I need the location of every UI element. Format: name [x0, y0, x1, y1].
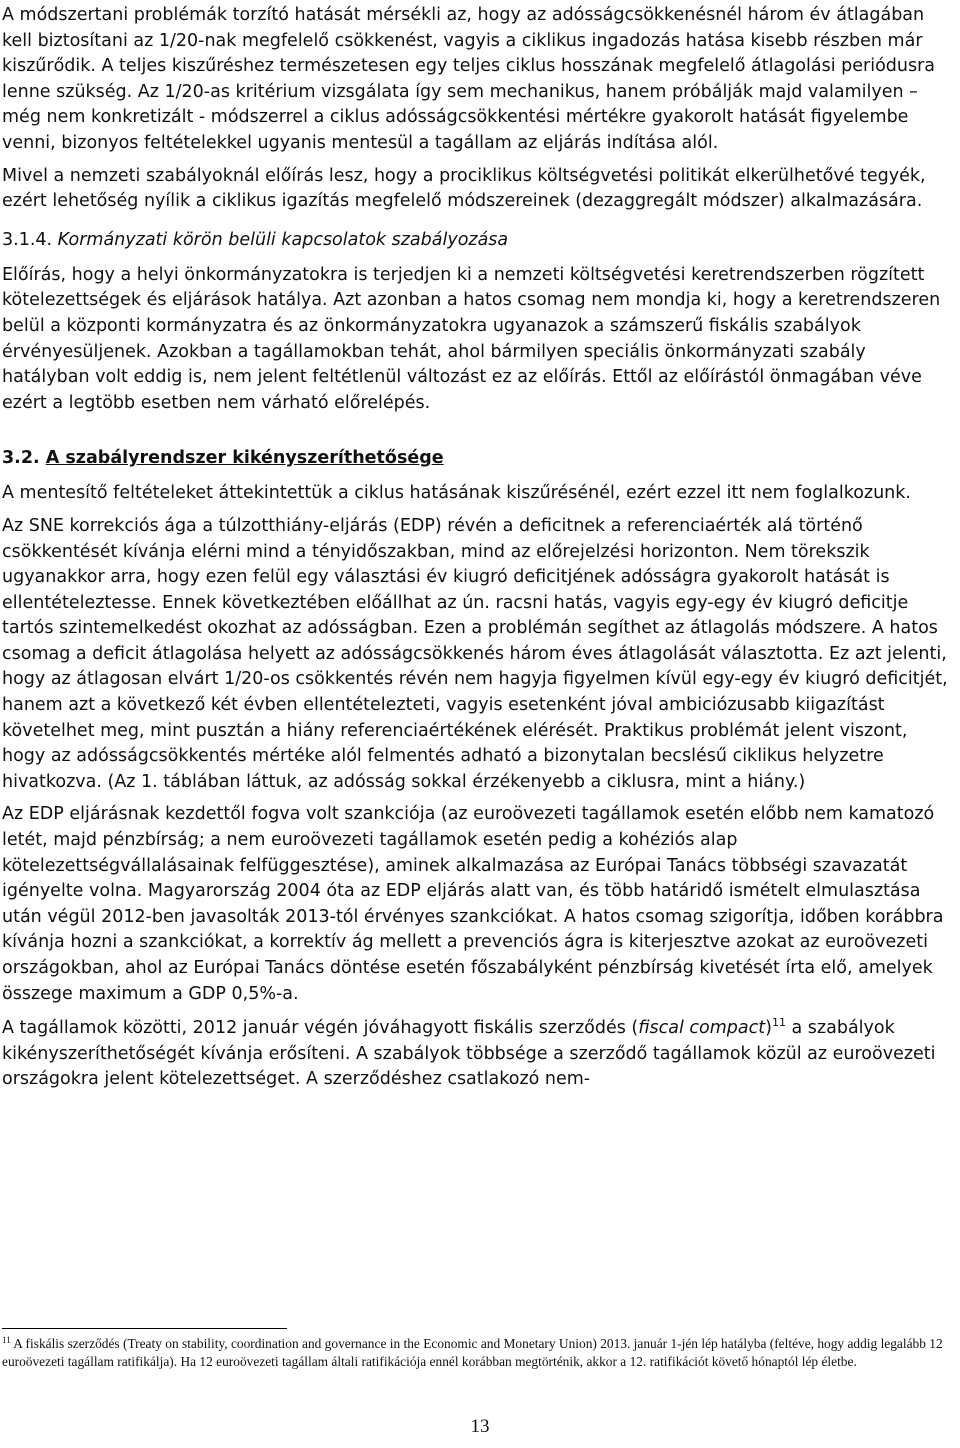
section-title: A szabályrendszer kikényszeríthetősége — [45, 448, 444, 469]
section-heading — [2, 446, 954, 471]
subsection-number: 3.1.4. — [2, 229, 53, 250]
footnote-text: A fiskális szerződés (Treaty on stability, coordination and governance in the Economic and Monetary Union) 2013. január 1-jén lép hatályba (feltéve, hogy addig legalább 12 euroövezeti tagállam ratifikálja). Ha 12 euroövezeti tagállam általi ratifikációja ennél korábban megtörténik, akkor a 12. ratifikációt követő hónaptól lép életbe. — [2, 1336, 943, 1369]
subsection-heading — [2, 228, 954, 253]
body-paragraph: A mentesítő feltételeket áttekintettük a ciklus hatásának kiszűrésénél, ezért ezzel itt nem foglalkozunk. — [2, 483, 911, 504]
document-page — [2, 3, 954, 1093]
footnote — [2, 1335, 954, 1371]
body-paragraph: A tagállamok közötti, 2012 január végén jóváhagyott fiskális szerződés (fiscal compact)$^{11}$ a szabályok kikényszeríthetőségét kívánja erősíteni. A szabályok többsége a szerződő tagállamok közül az euroövezeti országokra jelent kötelezettséget. A szerződéshez csatlakozó nem- — [2, 1016, 936, 1090]
body-paragraph: Mivel a nemzeti szabályoknál előírás lesz, hogy a prociklikus költségvetési politikát elkerülhetővé tegyék, ezért lehetőség nyílik a ciklikus igazítás megfelelő módszereinek (dezaggregált módszer) alkalmazására. — [2, 165, 926, 212]
page-number: 13 — [470, 1416, 490, 1437]
fiscal-compact-term: fiscal compact — [638, 1018, 766, 1039]
footnote-separator — [2, 1328, 287, 1329]
body-paragraph: Az SNE korrekciós ága a túlzotthiány-eljárás (EDP) révén a deficitnek a referenciaérték alá történő csökkentését kívánja elérni mind a tényidőszakban, mind az előrejelzési horizonton. Nem törekszik ugyanakkor arra, hogy ezen felül egy választási év kiugró deficitjének adósságra gyakorolt hatását is ellentételeztesse. Ennek következtében előállhat az ún. racsni hatás, vagyis egy-egy év kiugró deficitje tartós szintemelkedést okozhat az adósságban. Ezen a problémán segíthet az átlagolás módszere. A hatos csomag a deficit átlagolása helyett az adósságcsökkenés három éves átlagolását választotta. Ez azt jelenti, hogy az átlagosan elvárt 1/20-os csökkentés révén nem hagyja figyelmen kívül egy-egy év kiugró deficitjét, hanem azt a következő két évben ellentételezteti, vagyis esetenként jóval ambiciózusabb kiigazítást követelhet meg, mint pusztán a hiány referenciaértékének elérését. Praktikus problémát jelent viszont, hogy az adósságcsökkentés mértéke alól felmentés adható a bizonytalan becslésű ciklikus helyzetre hivatkozva. (Az 1. táblában láttuk, az adósság sokkal érzékenyebb a ciklusra, mint a hiány.) — [2, 515, 948, 792]
footnote-reference[interactable]: 11 — [771, 1016, 786, 1030]
body-paragraph: Az EDP eljárásnak kezdettől fogva volt szankciója (az euroövezeti tagállamok esetén előbb nem kamatozó letét, majd pénzbírság; a nem euroövezeti tagállamok esetén pedig a kohéziós alap kötelezettségvállalásainak felfüggesztése), aminek alkalmazása az Európai Tanács többségi szavazatát igényelte volna. Magyarország 2004 óta az EDP eljárás alatt van, és több határidő ismételt elmulasztása után végül 2012-ben javasolták 2013-tól érvényes szankciókat. A hatos csomag szigorítja, időben korábbra kívánja hozni a szankciókat, a korrektív ág mellett a prevenciós ágra is kiterjesztve azokat az euroövezeti országokban, ahol az Európai Tanács döntése esetén főszabályként pénzbírság kivetését írta elő, amelyek összege maximum a GDP 0,5%-a. — [2, 804, 944, 1004]
body-paragraph: Előírás, hogy a helyi önkormányzatokra is terjedjen ki a nemzeti költségvetési keretrendszerben rögzített kötelezettségek és eljárások hatálya. Azt azonban a hatos csomag nem mondja ki, hogy a keretrendszeren belül a központi kormányzatra és az önkormányzatokra ugyanazok a számszerű fiskális szabályok érvényesüljenek. Azokban a tagállamokban tehát, ahol bármilyen speciális önkormányzati szabály hatályban volt eddig is, nem jelent feltétlenül változást ez az előírás. Ettől az előírástól önmagában véve ezért a legtöbb esetben nem várható előrelépés. — [2, 264, 941, 413]
body-paragraph: A módszertani problémák torzító hatását mérsékli az, hogy az adósságcsökkenésnél három év átlagában kell biztosítani az 1/20-nak megfelelő csökkenést, vagyis a ciklikus ingadozás hatása kisebb részben már kiszűrődik. A teljes kiszűréshez természetesen egy teljes ciklus hosszának megfelelő átlagolási periódusra lenne szükség. Az 1/20-as kritérium vizsgálata így sem mechanikus, hanem próbálják majd valamilyen – még nem konkretizált - módszerrel a ciklus adósságcsökkentési mértékre gyakorolt hatását figyelembe venni, bizonyos feltételekkel ugyanis mentesül a tagállam az eljárás indítása alól. — [2, 5, 936, 153]
subsection-title: Kormányzati körön belüli kapcsolatok szabályozása — [57, 229, 509, 250]
footnote-marker: 11 — [2, 1335, 11, 1345]
section-number: 3.2. — [2, 448, 40, 469]
